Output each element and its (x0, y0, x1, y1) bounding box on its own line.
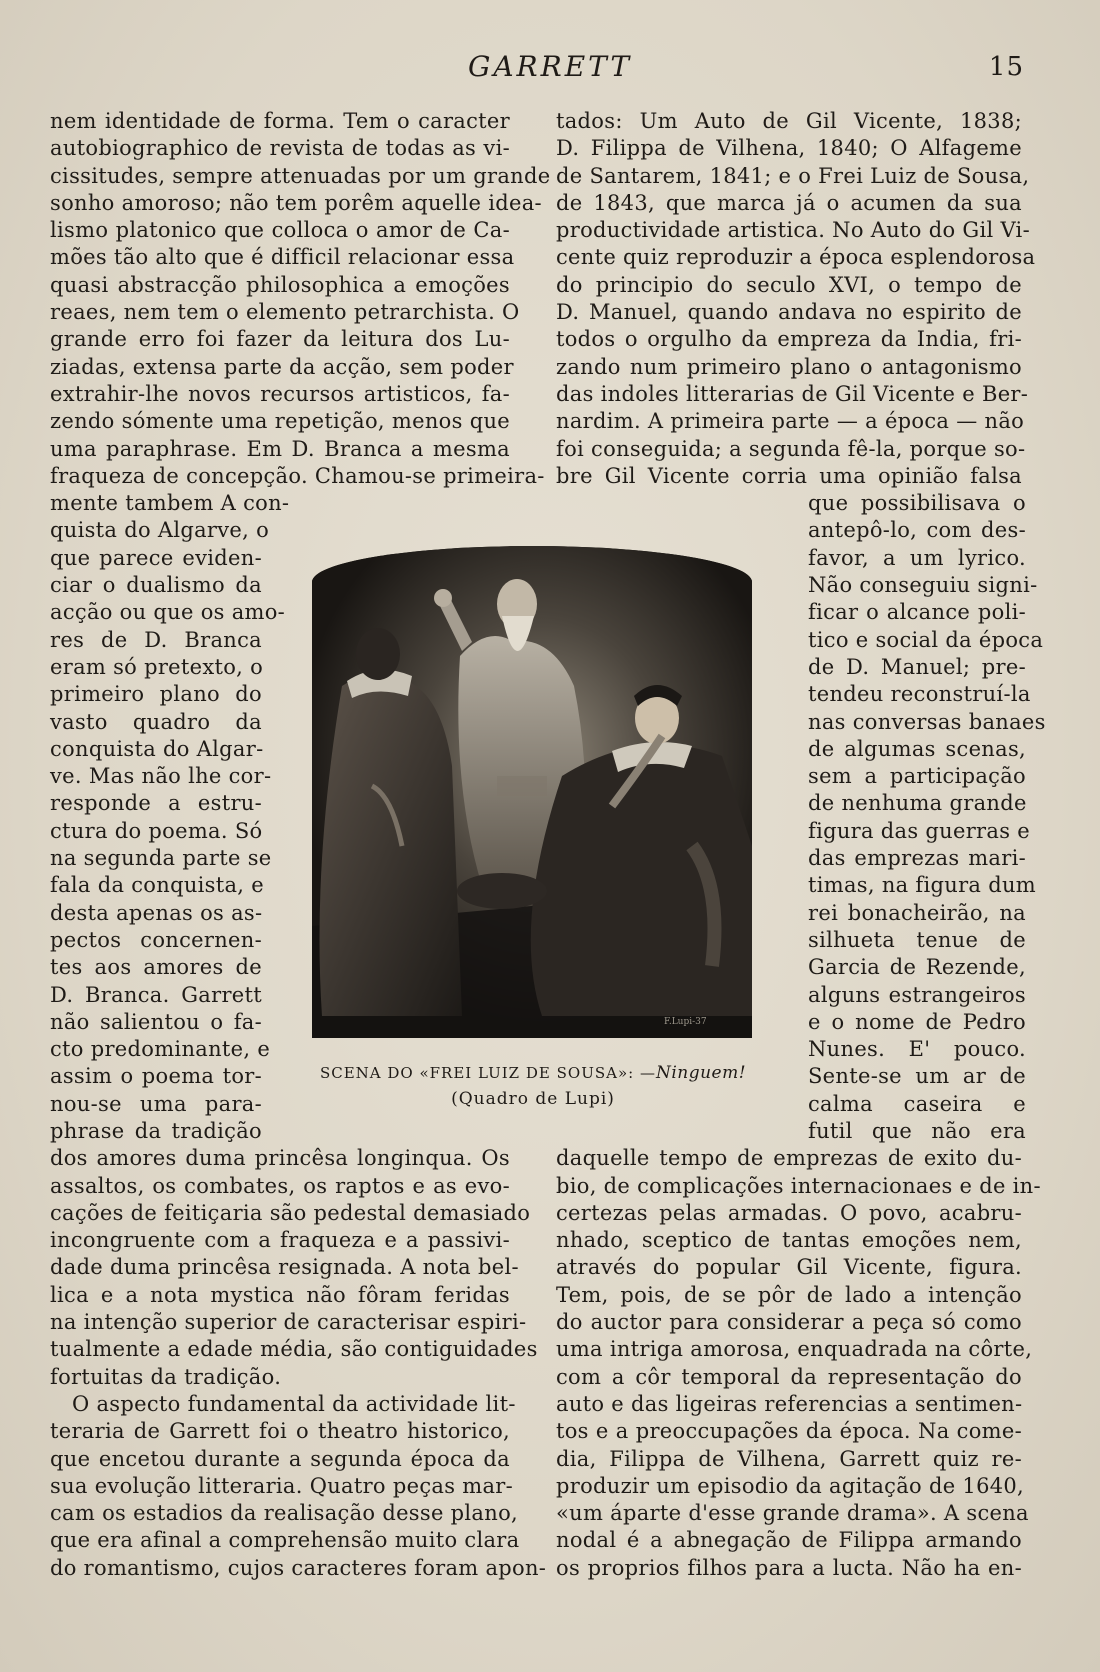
text-line: tualmente a edade média, são contiguidades (50, 1337, 538, 1362)
text-line: nou-se uma para- (50, 1091, 262, 1116)
text-line: assim o poema tor- (50, 1064, 262, 1089)
text-line: extrahir-lhe novos recursos artisticos, fa- (50, 381, 510, 406)
text-line: assaltos, os combates, os raptos e as evo- (50, 1173, 510, 1198)
text-line: silhueta tenue de (808, 927, 1026, 952)
text-line: fraqueza de concepção. Chamou-se primeira- (50, 463, 545, 488)
figure-caption (300, 1062, 766, 1110)
text-line: mões tão alto que é difficil relacionar essa (50, 245, 515, 270)
text-line: do romantismo, cujos caracteres foram apon- (50, 1555, 547, 1580)
text-line: uma intriga amorosa, enquadrada na côrte, (556, 1337, 1033, 1362)
text-line: de algumas scenas, (808, 736, 1026, 761)
text-line: cações de feitiçaria são pedestal demasiado (50, 1200, 531, 1225)
text-line: não salientou o fa- (50, 1009, 262, 1034)
caption-character: Ninguem! (655, 1063, 747, 1083)
text-line: nhado, sceptico de tantas emoções nem, (556, 1228, 1022, 1253)
text-line: dia, Filippa de Vilhena, Garrett quiz re- (556, 1446, 1022, 1471)
text-line: sem a participação (808, 764, 1026, 789)
text-line: uma paraphrase. Em D. Branca a mesma (50, 436, 510, 461)
painter-signature: F.Lupi-37 (664, 1017, 707, 1027)
text-line: todos o orgulho da empreza da India, fri- (556, 327, 1022, 352)
text-line: cente quiz reproduzir a época esplendorosa (556, 245, 1036, 270)
text-line: bio, de complicações internacionaes e de in- (556, 1173, 1041, 1198)
text-line: tes aos amores de (50, 955, 262, 980)
text-line: calma caseira e (808, 1091, 1026, 1116)
text-line: zendo sómente uma repetição, menos que (50, 409, 510, 434)
text-line: D. Manuel, quando andava no espirito de (556, 300, 1022, 325)
text-line: do auctor para considerar a peça só como (556, 1310, 1022, 1335)
text-line: mente tambem A con- (50, 491, 290, 516)
text-line: que possibilisava o (808, 491, 1026, 516)
text-line: «um áparte d'esse grande drama». A scena (556, 1501, 1029, 1526)
running-head (0, 50, 1100, 90)
text-line: fala da conquista, e (50, 873, 264, 898)
text-line: do principio do seculo XVI, o tempo de (556, 272, 1022, 297)
text-line: quista do Algarve, o (50, 518, 270, 543)
text-line: Tem, pois, de se pôr de lado a intenção (556, 1282, 1022, 1307)
text-line: tados: Um Auto de Gil Vicente, 1838; (556, 109, 1022, 133)
text-line: daquelle tempo de emprezas de exito du- (556, 1146, 1022, 1171)
text-line: através do popular Gil Vicente, figura. (556, 1255, 1022, 1280)
text-line: das indoles litterarias de Gil Vicente e Ber- (556, 381, 1029, 406)
text-line: Nunes. E' pouco. (808, 1037, 1026, 1062)
text-line: figura das guerras e (808, 818, 1030, 843)
text-line: timas, na figura dum (808, 873, 1037, 898)
text-line: futil que não era (808, 1118, 1026, 1143)
text-line: foi conseguida; a segunda fê-la, porque so- (556, 436, 1026, 461)
text-line: quasi abstracção philosophica a emoções (50, 272, 510, 297)
text-line: os proprios filhos para a lucta. Não ha en- (556, 1555, 1022, 1580)
text-line: nardim. A primeira parte — a época — não (556, 409, 1025, 434)
running-title: GARRETT (467, 50, 633, 83)
text-line: de 1843, que marca já o acumen da sua (556, 190, 1022, 215)
text-line: ficar o alcance poli- (808, 600, 1026, 625)
painting-scene (312, 546, 752, 1038)
text-line: com a côr temporal da representação do (556, 1364, 1022, 1389)
text-line: tos e a preoccupações da época. Na come- (556, 1419, 1022, 1444)
text-line: productividade artistica. No Auto do Gil Vi- (556, 218, 1030, 243)
caption-line-1 (300, 1062, 766, 1084)
text-line: pectos concernen- (50, 927, 262, 952)
text-line: produzir um episodio da agitação de 1640, (556, 1473, 1025, 1498)
text-line: Não conseguiu signi- (808, 573, 1038, 598)
text-line: dade duma princêsa resignada. A nota bel- (50, 1255, 519, 1280)
text-line: fortuitas da tradição. (50, 1364, 282, 1389)
text-line: autobiographico de revista de todas as vi- (50, 136, 510, 161)
text-line: desta apenas os as- (50, 900, 263, 925)
caption-title: SCENA DO «FREI LUIZ DE SOUSA»: — (319, 1064, 656, 1082)
text-line: phrase da tradição (50, 1118, 262, 1143)
text-line: res de D. Branca (50, 627, 262, 652)
text-line: responde a estru- (50, 791, 262, 816)
text-line: sonho amoroso; não tem porêm aquelle idea- (50, 190, 542, 215)
text-line: e o nome de Pedro (808, 1009, 1026, 1034)
text-line: nem identidade de forma. Tem o caracter (50, 109, 510, 133)
text-line: na segunda parte se (50, 846, 272, 871)
text-line: zando num primeiro plano o antagonismo (556, 354, 1022, 379)
text-line: sua evolução litteraria. Quatro peças mar- (50, 1473, 514, 1498)
caption-line-2: (Quadro de Lupi) (451, 1089, 615, 1109)
text-line: de D. Manuel; pre- (808, 654, 1026, 679)
text-line: incongruente com a fraqueza e a passivi- (50, 1228, 510, 1253)
text-line: nas conversas banaes (808, 709, 1046, 734)
text-line: que era afinal a comprehensão muito clara (50, 1528, 520, 1553)
page-number: 15 (988, 52, 1024, 82)
text-line: na intenção superior de caracterisar espiri- (50, 1310, 527, 1335)
text-line: certezas pelas armadas. O povo, acabru- (556, 1200, 1022, 1225)
text-line: ctura do poema. Só (50, 818, 263, 843)
text-line: vasto quadro da (50, 709, 262, 734)
text-line: cissitudes, sempre attenuadas por um grande (50, 163, 551, 188)
text-line: Garcia de Rezende, (808, 955, 1026, 980)
text-line: cto predominante, e (50, 1037, 271, 1062)
text-line: lica e a nota mystica não fôram feridas (50, 1282, 510, 1307)
text-line: D. Filippa de Vilhena, 1840; O Alfageme (556, 136, 1022, 161)
text-line: ve. Mas não lhe cor- (50, 764, 272, 789)
text-line: O aspecto fundamental da actividade lit- (72, 1391, 516, 1416)
text-line: auto e das ligeiras referencias a sentimen- (556, 1391, 1023, 1416)
text-line: eram só pretexto, o (50, 654, 264, 679)
text-line: de Santarem, 1841; e o Frei Luiz de Sousa, (556, 163, 1030, 188)
text-line: tendeu reconstruí-la (808, 682, 1031, 707)
text-line: acção ou que os amo- (50, 600, 286, 625)
text-line: bre Gil Vicente corria uma opinião falsa (556, 463, 1022, 488)
text-line: cam os estadios da realisação desse plano, (50, 1501, 518, 1526)
text-line: reaes, nem tem o elemento petrarchista. O (50, 300, 520, 325)
text-line: rei bonacheirão, na (808, 900, 1026, 925)
text-line: primeiro plano do (50, 682, 262, 707)
text-line: grande erro foi fazer da leitura dos Lu- (50, 327, 510, 352)
text-line: D. Branca. Garrett (50, 982, 262, 1007)
text-line: antepô-lo, com des- (808, 518, 1026, 543)
text-line: dos amores duma princêsa longinqua. Os (50, 1146, 510, 1171)
text-line: das emprezas mari- (808, 846, 1026, 871)
painting-illustration (312, 546, 752, 1038)
text-line: que parece eviden- (50, 545, 262, 570)
text-line: que encetou durante a segunda época da (50, 1446, 510, 1471)
text-line: tico e social da época (808, 627, 1044, 652)
text-line: nodal é a abnegação de Filippa armando (556, 1528, 1022, 1553)
text-line: ciar o dualismo da (50, 573, 262, 598)
text-line: ziadas, extensa parte da acção, sem poder (50, 354, 514, 379)
text-line: conquista do Algar- (50, 736, 264, 761)
text-line: lismo platonico que colloca o amor de Ca- (50, 218, 510, 243)
text-line: alguns estrangeiros (808, 982, 1026, 1007)
text-line: de nenhuma grande (808, 791, 1027, 816)
text-line: teraria de Garrett foi o theatro historico, (50, 1419, 510, 1444)
text-line: Sente-se um ar de (808, 1064, 1026, 1089)
text-line: favor, a um lyrico. (808, 545, 1026, 570)
